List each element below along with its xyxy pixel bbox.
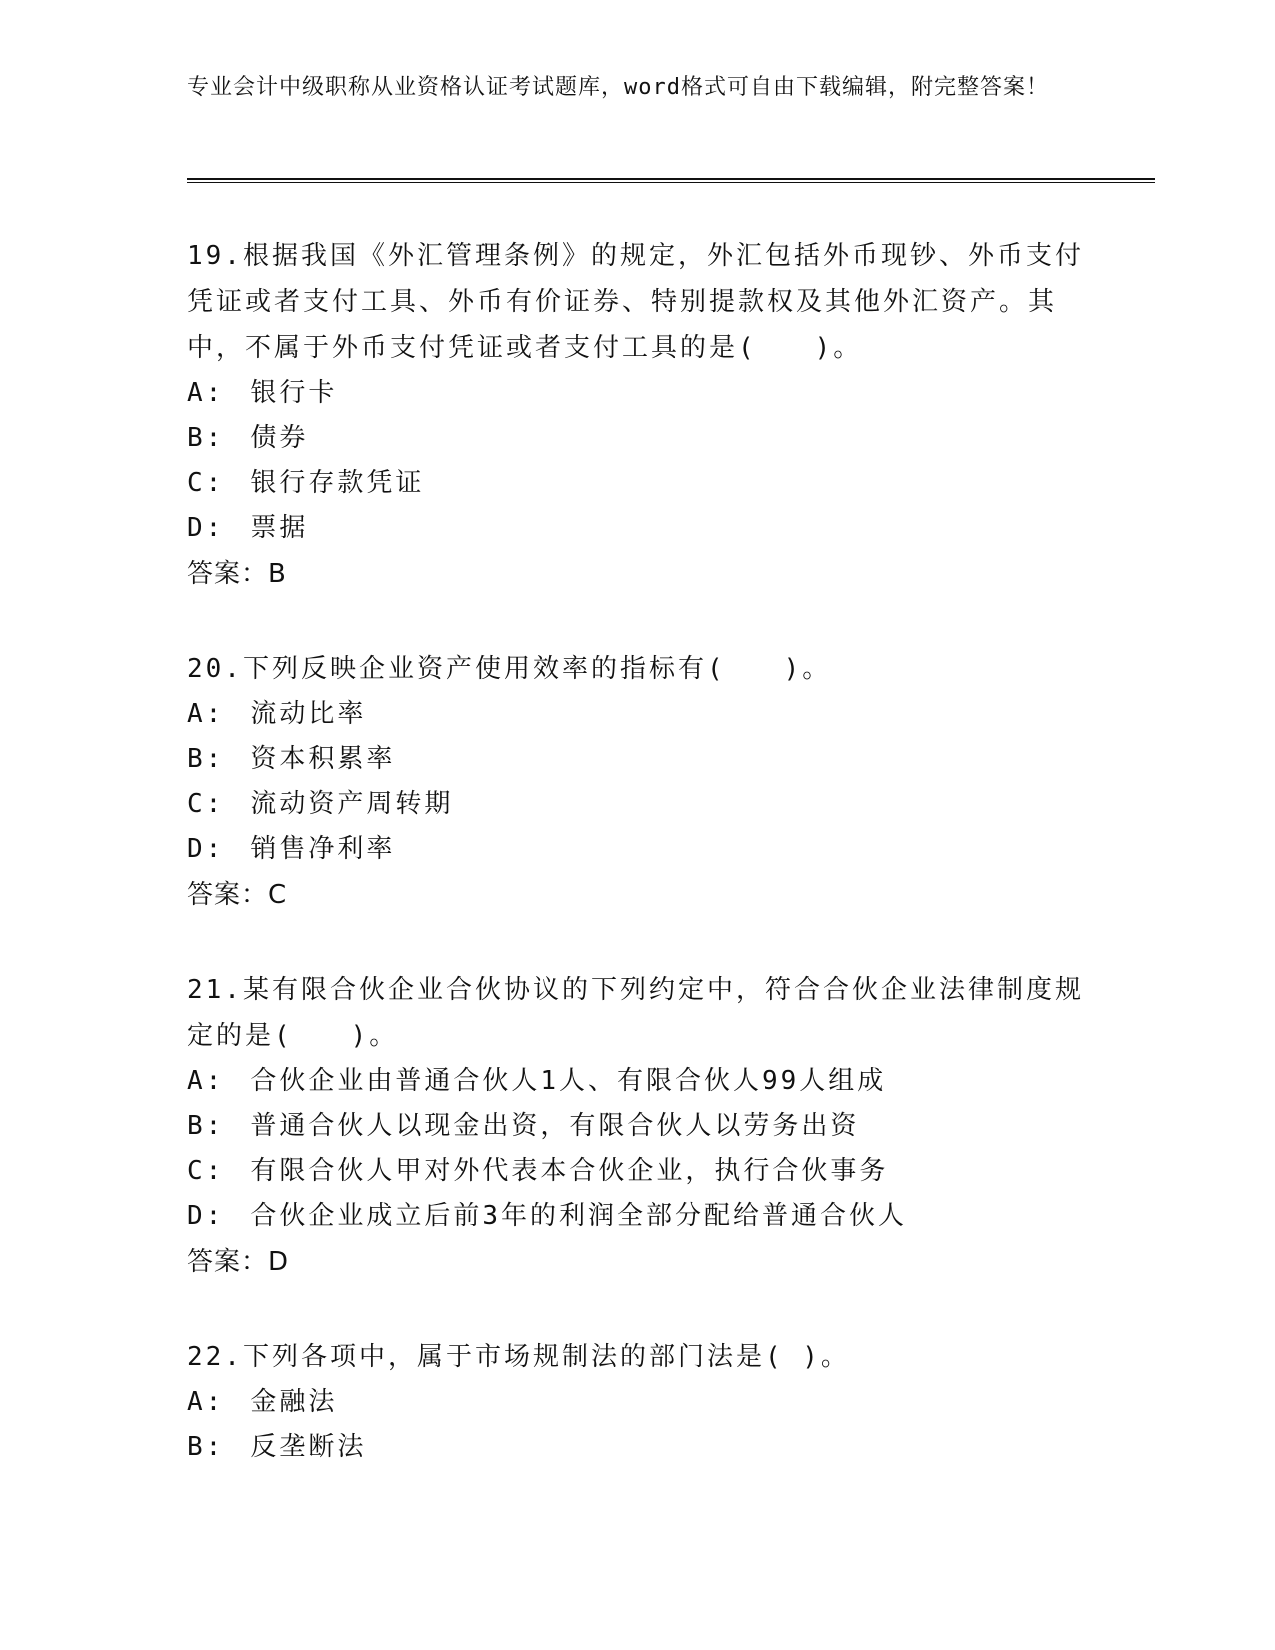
option-c (187, 782, 1087, 827)
question-21 (187, 967, 1087, 1285)
option-c (187, 1149, 1087, 1194)
option-d (187, 506, 1087, 551)
option-d (187, 1194, 1087, 1239)
option-letter: C: (187, 1156, 225, 1186)
option-letter: B: (187, 1432, 225, 1462)
option-text: 资本积累率 (250, 744, 396, 774)
header-divider-thick (187, 178, 1155, 180)
option-text: 银行存款凭证 (250, 468, 425, 498)
option-text: 合伙企业成立后前3年的利润全部分配给普通合伙人 (250, 1201, 907, 1231)
question-stem: 20.下列反映企业资产使用效率的指标有( )。 (187, 654, 832, 684)
option-b (187, 416, 1087, 461)
option-letter: B: (187, 423, 225, 453)
option-letter: B: (187, 1111, 225, 1141)
answer-line: 答案：B (187, 559, 287, 589)
question-stem: 21.某有限合伙企业合伙协议的下列约定中，符合合伙企业法律制度规定的是( )。 (187, 975, 1084, 1051)
option-letter: D: (187, 513, 225, 543)
option-b (187, 1425, 1087, 1470)
option-text: 金融法 (250, 1387, 338, 1417)
option-text: 流动比率 (250, 699, 367, 729)
option-text: 反垄断法 (250, 1432, 367, 1462)
question-stem: 19.根据我国《外汇管理条例》的规定，外汇包括外币现钞、外币支付凭证或者支付工具、外币有价证券、特别提款权及其他外汇资产。其中，不属于外币支付凭证或者支付工具的是( )。 (187, 241, 1084, 363)
option-text: 普通合伙人以现金出资，有限合伙人以劳务出资 (250, 1111, 860, 1141)
option-letter: A: (187, 699, 225, 729)
option-text: 债券 (250, 423, 309, 453)
option-a (187, 371, 1087, 416)
option-text: 银行卡 (250, 378, 338, 408)
option-letter: A: (187, 378, 225, 408)
option-letter: A: (187, 1387, 225, 1417)
option-a (187, 1380, 1087, 1425)
document-header: 专业会计中级职称从业资格认证考试题库，word格式可自由下载编辑，附完整答案！ (187, 75, 1049, 100)
option-c (187, 461, 1087, 506)
option-b (187, 1104, 1087, 1149)
option-b (187, 737, 1087, 782)
question-stem: 22.下列各项中，属于市场规制法的部门法是( )。 (187, 1342, 850, 1372)
option-text: 合伙企业由普通合伙人1人、有限合伙人99人组成 (250, 1066, 887, 1096)
option-d (187, 827, 1087, 872)
option-a (187, 692, 1087, 737)
option-text: 有限合伙人甲对外代表本合伙企业，执行合伙事务 (250, 1156, 889, 1186)
question-19 (187, 233, 1087, 597)
answer-line: 答案：D (187, 1247, 290, 1277)
option-text: 销售净利率 (250, 834, 396, 864)
question-20 (187, 646, 1087, 918)
header-divider-thin (187, 182, 1155, 183)
option-letter: C: (187, 468, 225, 498)
option-a (187, 1059, 1087, 1104)
option-letter: B: (187, 744, 225, 774)
option-letter: A: (187, 1066, 225, 1096)
option-letter: C: (187, 789, 225, 819)
option-letter: D: (187, 834, 225, 864)
answer-line: 答案：C (187, 880, 288, 910)
option-text: 票据 (250, 513, 309, 543)
question-list (187, 233, 1087, 1519)
option-letter: D: (187, 1201, 225, 1231)
question-22 (187, 1334, 1087, 1470)
option-text: 流动资产周转期 (250, 789, 454, 819)
